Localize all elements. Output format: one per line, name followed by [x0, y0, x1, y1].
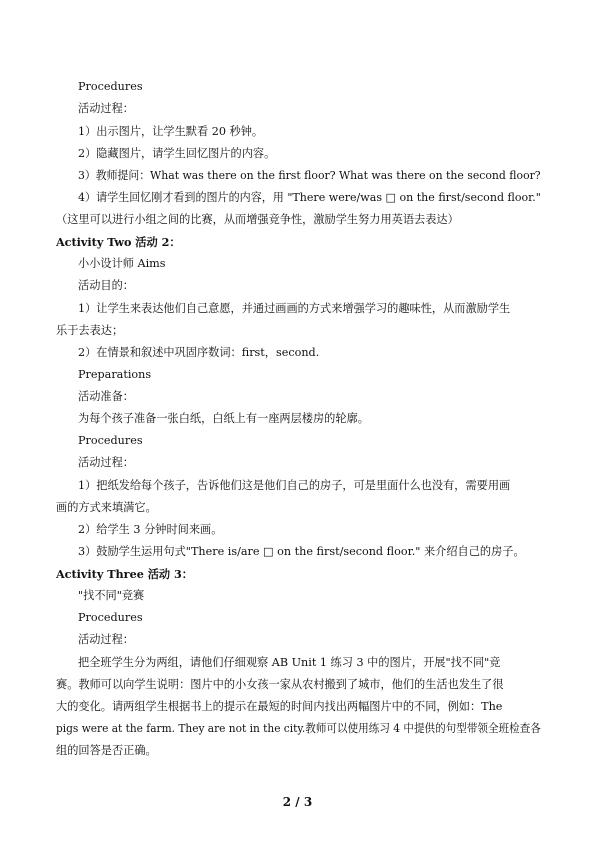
- subheading-little-designer: 小小设计师 Aims: [78, 257, 166, 270]
- heading-activity-preparation: 活动准备：: [78, 390, 134, 403]
- paragraph-line-4: pigs were at the farm. They are not in the city.教师可以使用练习 4 中提供的句型带领全班检查各: [56, 722, 541, 735]
- aim-1-line-2: 乐于去表达；: [56, 324, 124, 337]
- heading-activity-aims: 活动目的：: [78, 279, 134, 292]
- heading-procedures-1: Procedures: [78, 80, 143, 93]
- heading-activity-process-2: 活动过程：: [78, 456, 134, 469]
- subheading-find-differences: "找不同"竞赛: [78, 589, 145, 602]
- page-number: 2 / 3: [282, 795, 313, 809]
- procedure-3-introduce-house: 3）鼓励学生运用句式"There is/are □ on the first/second floor." 来介绍自己的房子。: [78, 545, 525, 558]
- paragraph-line-5: 组的回答是否正确。: [56, 744, 157, 757]
- heading-activity-three: Activity Three 活动 3：: [56, 567, 193, 581]
- paragraph-line-1: 把全班学生分为两组，请他们仔细观察 AB Unit 1 练习 3 中的图片，开展"找不同"竞: [78, 656, 501, 669]
- aim-2-ordinals: 2）在情景和叙述中巩固序数词：first，second.: [78, 346, 320, 359]
- heading-activity-process-3: 活动过程：: [78, 633, 134, 646]
- procedure-1-line-1: 1）把纸发给每个孩子，告诉他们这是他们自己的房子，可是里面什么也没有，需要用画: [78, 479, 511, 492]
- paragraph-line-3: 大的变化。请两组学生根据书上的提示在最短的时间内找出两幅图片中的不同，例如：The: [56, 700, 503, 713]
- aim-1-line-1: 1）让学生来表达他们自己意愿，并通过画画的方式来增强学习的趣味性，从而激励学生: [78, 302, 511, 315]
- heading-activity-process-1: 活动过程：: [78, 102, 134, 115]
- heading-procedures-3: Procedures: [78, 611, 143, 624]
- heading-procedures-2: Procedures: [78, 434, 143, 447]
- heading-activity-two: Activity Two 活动 2：: [56, 235, 181, 249]
- procedure-2-drawing-time: 2）给学生 3 分钟时间来画。: [78, 523, 223, 536]
- paragraph-line-2: 赛。教师可以向学生说明：图片中的小女孩一家从农村搬到了城市，他们的生活也发生了很: [56, 678, 504, 691]
- step-3-teacher-questions: 3）教师提问：What was there on the first floor? What was there on the second floor?: [78, 169, 541, 182]
- preparation-paper: 为每个孩子准备一张白纸，白纸上有一座两层楼房的轮廓。: [78, 412, 369, 425]
- procedure-1-line-2: 画的方式来填满它。: [56, 501, 157, 514]
- step-4-recall: 4）请学生回忆刚才看到的图片的内容，用 "There were/was □ on the first/second floor.": [78, 191, 541, 204]
- step-1-show-pictures: 1）出示图片，让学生默看 20 秒钟。: [78, 125, 264, 138]
- note-group-competition: （这里可以进行小组之间的比赛，从而增强竞争性，激励学生努力用英语去表达）: [56, 213, 459, 226]
- heading-preparations: Preparations: [78, 368, 152, 381]
- step-2-hide-pictures: 2）隐藏图片，请学生回忆图片的内容。: [78, 147, 276, 160]
